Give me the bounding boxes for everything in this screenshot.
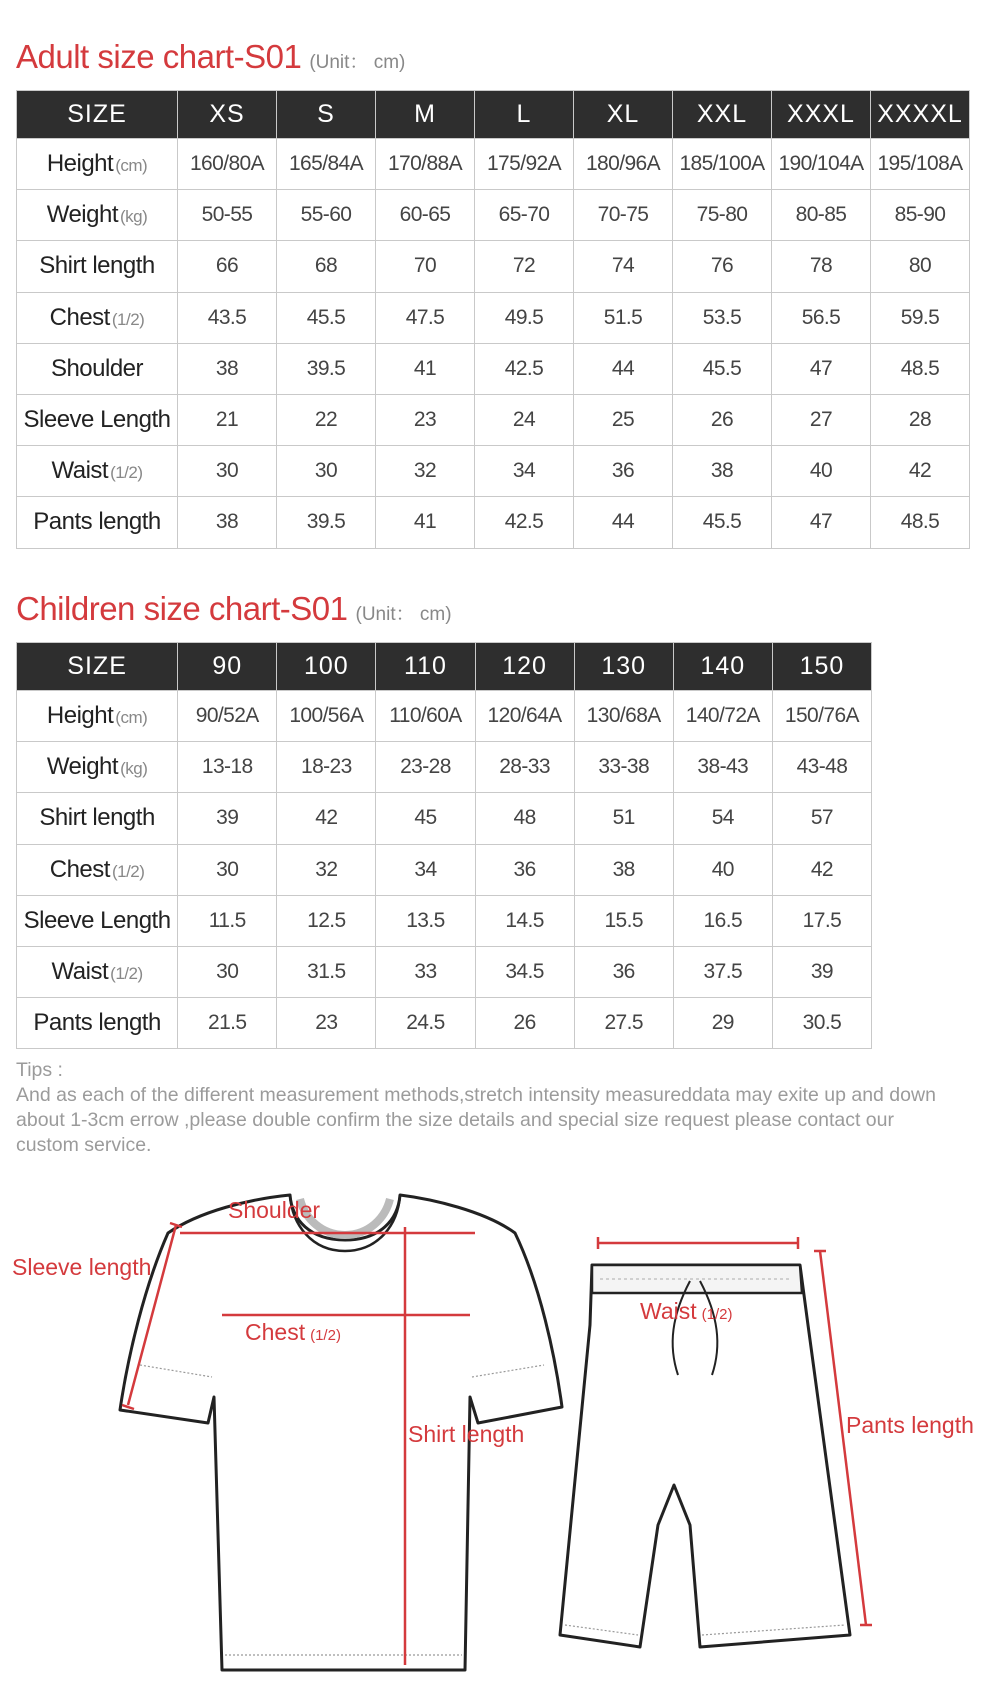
table-cell: 33-38 — [574, 742, 673, 793]
table-cell: 44 — [574, 343, 673, 394]
table-cell: 17.5 — [772, 895, 871, 946]
children-title-row — [16, 590, 452, 628]
size-header-cell: 150 — [772, 643, 871, 691]
table-cell: 22 — [277, 394, 376, 445]
size-header-cell: L — [475, 91, 574, 139]
table-cell: 68 — [277, 241, 376, 292]
table-cell: 13.5 — [376, 895, 475, 946]
table-cell: 42 — [277, 793, 376, 844]
row-label — [17, 292, 178, 343]
shoulder-label: Shoulder — [228, 1197, 321, 1223]
table-cell: 30 — [277, 446, 376, 497]
table-cell: 80-85 — [772, 190, 871, 241]
row-label-text: Chest — [49, 303, 110, 331]
tips-block — [16, 1058, 956, 1158]
table-cell: 45 — [376, 793, 475, 844]
table-cell: 15.5 — [574, 895, 673, 946]
table-cell: 51 — [574, 793, 673, 844]
row-label — [17, 139, 178, 190]
table-cell: 72 — [475, 241, 574, 292]
row-label — [17, 394, 178, 445]
size-header-label: SIZE — [17, 643, 178, 691]
table-cell: 170/88A — [376, 139, 475, 190]
row-label — [17, 742, 178, 793]
table-cell: 27.5 — [574, 998, 673, 1049]
shirt-length-label: Shirt length — [408, 1421, 525, 1447]
table-cell: 38-43 — [673, 742, 772, 793]
table-cell: 32 — [376, 446, 475, 497]
row-label-unit: (1/2) — [110, 463, 143, 483]
table-cell: 48 — [475, 793, 574, 844]
table-cell: 190/104A — [772, 139, 871, 190]
table-cell: 31.5 — [277, 946, 376, 997]
table-row — [17, 343, 970, 394]
table-cell: 48.5 — [871, 343, 970, 394]
size-header-cell: 130 — [574, 643, 673, 691]
size-header-cell: XS — [178, 91, 277, 139]
table-cell: 42 — [772, 844, 871, 895]
row-label — [17, 190, 178, 241]
table-cell: 30.5 — [772, 998, 871, 1049]
table-row — [17, 946, 872, 997]
measurement-diagram — [0, 1185, 1000, 1695]
table-cell: 70-75 — [574, 190, 673, 241]
table-cell: 130/68A — [574, 691, 673, 742]
table-cell: 76 — [673, 241, 772, 292]
table-cell: 185/100A — [673, 139, 772, 190]
table-cell: 13-18 — [178, 742, 277, 793]
table-cell: 47 — [772, 497, 871, 548]
table-row — [17, 895, 872, 946]
table-cell: 38 — [178, 497, 277, 548]
size-header-cell: 140 — [673, 643, 772, 691]
table-cell: 45.5 — [673, 497, 772, 548]
row-label-unit: (kg) — [119, 207, 148, 227]
waist-label: Waist (1/2) — [640, 1298, 733, 1324]
table-cell: 14.5 — [475, 895, 574, 946]
table-cell: 39 — [178, 793, 277, 844]
chest-label: Chest (1/2) — [245, 1319, 341, 1345]
table-cell: 55-60 — [277, 190, 376, 241]
table-cell: 47 — [772, 343, 871, 394]
table-cell: 43.5 — [178, 292, 277, 343]
table-cell: 90/52A — [178, 691, 277, 742]
table-cell: 120/64A — [475, 691, 574, 742]
sleeve-length-label: Sleeve length — [12, 1254, 152, 1280]
table-row — [17, 446, 970, 497]
table-cell: 33 — [376, 946, 475, 997]
table-cell: 24.5 — [376, 998, 475, 1049]
row-label — [17, 241, 178, 292]
table-cell: 75-80 — [673, 190, 772, 241]
table-cell: 59.5 — [871, 292, 970, 343]
children-chart-title: Children size chart-S01 — [16, 590, 348, 627]
table-cell: 70 — [376, 241, 475, 292]
row-label — [17, 691, 178, 742]
adult-header-row — [17, 91, 970, 139]
size-header-cell: M — [376, 91, 475, 139]
table-cell: 11.5 — [178, 895, 277, 946]
table-cell: 50-55 — [178, 190, 277, 241]
children-size-table — [16, 642, 872, 1049]
table-cell: 36 — [574, 446, 673, 497]
row-label — [17, 998, 178, 1049]
children-header-row — [17, 643, 872, 691]
size-header-cell: 120 — [475, 643, 574, 691]
table-cell: 12.5 — [277, 895, 376, 946]
table-cell: 42 — [871, 446, 970, 497]
row-label-text: Weight — [46, 201, 118, 229]
table-row — [17, 844, 872, 895]
table-row — [17, 190, 970, 241]
table-cell: 37.5 — [673, 946, 772, 997]
size-header-cell: XXL — [673, 91, 772, 139]
table-cell: 180/96A — [574, 139, 673, 190]
row-label-unit: (cm) — [115, 708, 148, 728]
table-cell: 34.5 — [475, 946, 574, 997]
table-cell: 23-28 — [376, 742, 475, 793]
table-row — [17, 742, 872, 793]
table-row — [17, 793, 872, 844]
table-cell: 40 — [772, 446, 871, 497]
row-label-text: Sleeve Length — [23, 906, 171, 934]
table-cell: 29 — [673, 998, 772, 1049]
row-label-unit: (1/2) — [111, 309, 145, 329]
table-cell: 39.5 — [277, 497, 376, 548]
table-cell: 21 — [178, 394, 277, 445]
table-cell: 165/84A — [277, 139, 376, 190]
table-cell: 39 — [772, 946, 871, 997]
table-cell: 32 — [277, 844, 376, 895]
table-cell: 140/72A — [673, 691, 772, 742]
table-cell: 24 — [475, 394, 574, 445]
table-cell: 28 — [871, 394, 970, 445]
size-header-cell: XXXXL — [871, 91, 970, 139]
row-label-text: Sleeve Length — [23, 406, 171, 434]
table-cell: 47.5 — [376, 292, 475, 343]
table-cell: 41 — [376, 497, 475, 548]
table-cell: 150/76A — [772, 691, 871, 742]
table-cell: 60-65 — [376, 190, 475, 241]
table-cell: 45.5 — [673, 343, 772, 394]
row-label-unit: (1/2) — [111, 861, 145, 881]
table-row — [17, 241, 970, 292]
size-header-cell: 90 — [178, 643, 277, 691]
row-label-text: Weight — [46, 753, 119, 781]
row-label-text: Shoulder — [50, 354, 144, 382]
table-cell: 36 — [475, 844, 574, 895]
table-cell: 23 — [376, 394, 475, 445]
row-label-text: Pants length — [33, 1009, 161, 1037]
row-label-text: Chest — [49, 855, 110, 883]
table-cell: 53.5 — [673, 292, 772, 343]
table-cell: 43-48 — [772, 742, 871, 793]
table-cell: 78 — [772, 241, 871, 292]
table-cell: 66 — [178, 241, 277, 292]
table-cell: 30 — [178, 844, 277, 895]
table-cell: 51.5 — [574, 292, 673, 343]
tips-text: And as each of the different measurement methods,stretch intensity measureddata may exite up and down about 1-3cm errow ,please double confirm the size details and special size request please contact our custom service. — [16, 1084, 936, 1156]
row-label — [17, 895, 178, 946]
tips-heading: Tips : — [16, 1059, 63, 1081]
table-cell: 65-70 — [475, 190, 574, 241]
row-label-text: Waist — [51, 958, 109, 986]
row-label-text: Shirt length — [39, 804, 155, 832]
row-label-text: Height — [46, 150, 114, 178]
table-cell: 23 — [277, 998, 376, 1049]
adult-size-table — [16, 90, 970, 549]
table-cell: 18-23 — [277, 742, 376, 793]
table-cell: 44 — [574, 497, 673, 548]
table-cell: 16.5 — [673, 895, 772, 946]
table-cell: 42.5 — [475, 343, 574, 394]
table-row — [17, 292, 970, 343]
row-label-text: Shirt length — [39, 252, 155, 280]
table-cell: 25 — [574, 394, 673, 445]
table-cell: 38 — [673, 446, 772, 497]
row-label-unit: (cm) — [115, 156, 148, 176]
table-cell: 45.5 — [277, 292, 376, 343]
table-cell: 34 — [376, 844, 475, 895]
table-cell: 100/56A — [277, 691, 376, 742]
table-cell: 30 — [178, 946, 277, 997]
table-cell: 38 — [178, 343, 277, 394]
row-label — [17, 793, 178, 844]
table-row — [17, 139, 970, 190]
table-cell: 36 — [574, 946, 673, 997]
table-cell: 38 — [574, 844, 673, 895]
table-cell: 27 — [772, 394, 871, 445]
table-cell: 41 — [376, 343, 475, 394]
table-cell: 56.5 — [772, 292, 871, 343]
table-cell: 85-90 — [871, 190, 970, 241]
table-cell: 34 — [475, 446, 574, 497]
table-cell: 175/92A — [475, 139, 574, 190]
row-label-text: Pants length — [33, 508, 161, 536]
size-header-cell: XXXL — [772, 91, 871, 139]
table-cell: 80 — [871, 241, 970, 292]
row-label — [17, 497, 178, 548]
children-chart-unit: (Unit： cm) — [355, 604, 452, 625]
table-cell: 28-33 — [475, 742, 574, 793]
table-cell: 42.5 — [475, 497, 574, 548]
row-label — [17, 446, 178, 497]
row-label-text: Waist — [51, 457, 109, 485]
table-row — [17, 394, 970, 445]
table-cell: 195/108A — [871, 139, 970, 190]
table-cell: 48.5 — [871, 497, 970, 548]
table-cell: 160/80A — [178, 139, 277, 190]
table-cell: 21.5 — [178, 998, 277, 1049]
adult-chart-title: Adult size chart-S01 — [16, 38, 302, 75]
table-row — [17, 691, 872, 742]
table-cell: 30 — [178, 446, 277, 497]
size-header-cell: 110 — [376, 643, 475, 691]
table-cell: 39.5 — [277, 343, 376, 394]
table-cell: 57 — [772, 793, 871, 844]
size-header-label: SIZE — [17, 91, 178, 139]
table-row — [17, 998, 872, 1049]
table-cell: 26 — [475, 998, 574, 1049]
table-cell: 49.5 — [475, 292, 574, 343]
table-cell: 74 — [574, 241, 673, 292]
row-label-unit: (1/2) — [110, 964, 143, 984]
adult-chart-unit: (Unit： cm) — [309, 52, 406, 73]
row-label — [17, 343, 178, 394]
size-header-cell: S — [277, 91, 376, 139]
table-cell: 110/60A — [376, 691, 475, 742]
row-label — [17, 946, 178, 997]
row-label-unit: (kg) — [120, 759, 148, 779]
row-label-text: Height — [46, 702, 114, 730]
table-cell: 40 — [673, 844, 772, 895]
table-row — [17, 497, 970, 548]
size-header-cell: 100 — [277, 643, 376, 691]
pants-length-label: Pants length — [846, 1412, 974, 1438]
adult-title-row — [16, 38, 405, 76]
row-label — [17, 844, 178, 895]
table-cell: 54 — [673, 793, 772, 844]
size-header-cell: XL — [574, 91, 673, 139]
table-cell: 26 — [673, 394, 772, 445]
